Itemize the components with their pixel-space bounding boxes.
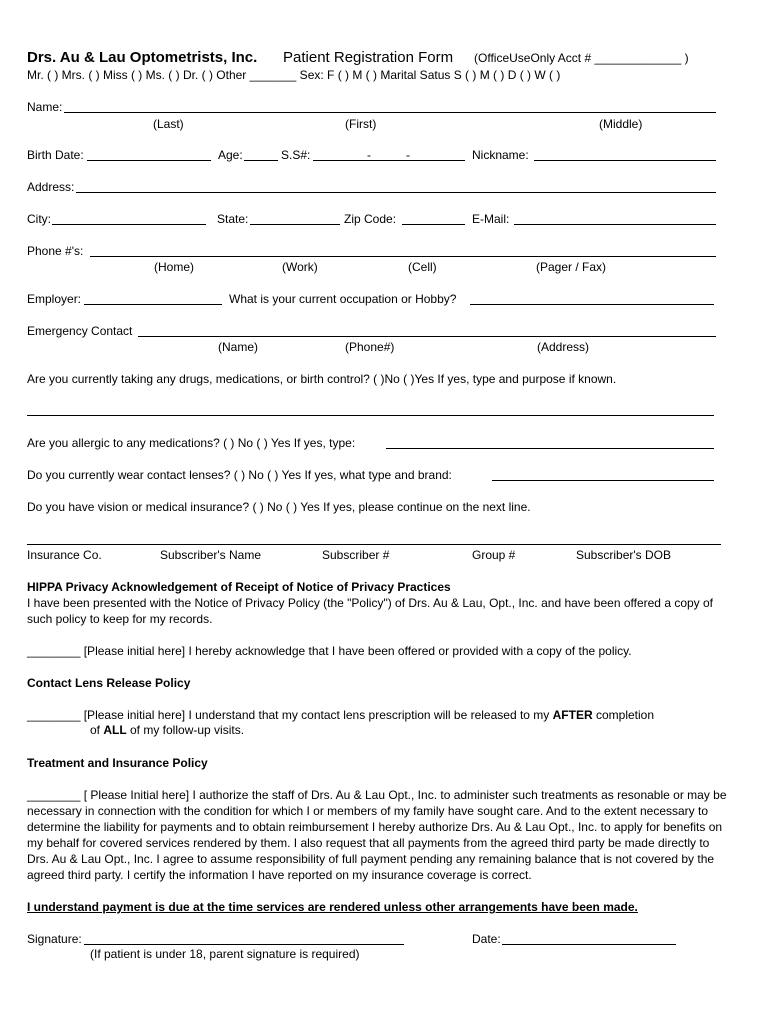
birth-date-field[interactable] — [87, 160, 211, 161]
occupation-field[interactable] — [470, 304, 714, 305]
drugs-answer-field[interactable] — [27, 415, 714, 416]
nickname-label: Nickname: — [472, 148, 529, 162]
emergency-label: Emergency Contact — [27, 324, 133, 338]
payment-statement: I understand payment is due at the time services are rendered unless other arrangements have been made. — [27, 900, 638, 914]
drugs-question[interactable]: Are you currently taking any drugs, medications, or birth control? ( )No ( )Yes If yes, type and purpose if known. — [27, 372, 617, 386]
allergic-question[interactable]: Are you allergic to any medications? ( ) No ( ) Yes If yes, type: — [27, 436, 356, 450]
birth-date-label: Birth Date: — [27, 148, 84, 162]
name-first-caption: (First) — [345, 117, 377, 131]
address-field[interactable] — [76, 192, 716, 193]
ssn-field[interactable] — [313, 160, 465, 161]
ssn-dash: - — [406, 148, 410, 162]
nickname-field[interactable] — [534, 160, 716, 161]
hippa-heading: HIPPA Privacy Acknowledgement of Receipt of Notice of Privacy Practices — [27, 580, 451, 594]
contact-lens-heading: Contact Lens Release Policy — [27, 676, 191, 690]
form-title: Patient Registration Form — [283, 49, 454, 66]
name-label: Name: — [27, 100, 63, 114]
phone-work-caption: (Work) — [282, 260, 318, 274]
company-name: Drs. Au & Lau Optometrists, Inc. — [27, 49, 258, 66]
phone-label: Phone #'s: — [27, 244, 84, 258]
allergic-answer-field[interactable] — [386, 448, 714, 449]
contact-lens-line-2 — [90, 723, 244, 737]
name-last-caption: (Last) — [153, 117, 184, 131]
contacts-question[interactable]: Do you currently wear contact lenses? ( ) No ( ) Yes If yes, what type and brand: — [27, 468, 452, 482]
contact-lens-text-c: of — [90, 723, 104, 737]
insurance-col-subscriber-number: Subscriber # — [322, 548, 390, 562]
name-field[interactable] — [64, 112, 716, 113]
insurance-col-company: Insurance Co. — [27, 548, 102, 562]
insurance-question[interactable]: Do you have vision or medical insurance? ( ) No ( ) Yes If yes, please continue on the next line. — [27, 500, 531, 514]
email-field[interactable] — [514, 224, 716, 225]
emergency-phone-caption: (Phone#) — [345, 340, 395, 354]
phone-field[interactable] — [90, 256, 716, 257]
occupation-label: What is your current occupation or Hobby? — [229, 292, 457, 306]
state-label: State: — [217, 212, 249, 226]
hippa-body: I have been presented with the Notice of Privacy Policy (the "Policy") of Drs. Au & Lau, Opt., Inc. and have been offered a copy of such policy to keep for my records. — [27, 596, 714, 626]
state-field[interactable] — [250, 224, 340, 225]
insurance-col-subscriber-dob: Subscriber's DOB — [576, 548, 671, 562]
emergency-field[interactable] — [138, 336, 716, 337]
contact-lens-initial-line[interactable] — [27, 708, 654, 722]
signature-label: Signature: — [27, 932, 82, 946]
zip-label: Zip Code: — [344, 212, 397, 226]
contact-lens-text-d: of my follow-up visits. — [126, 723, 245, 737]
date-field[interactable] — [502, 944, 676, 945]
email-label: E-Mail: — [472, 212, 510, 226]
age-label: Age: — [218, 148, 243, 162]
employer-field[interactable] — [84, 304, 222, 305]
employer-label: Employer: — [27, 292, 82, 306]
parent-signature-note: (If patient is under 18, parent signature is required) — [90, 947, 360, 961]
signature-field[interactable] — [84, 944, 404, 945]
date-label: Date: — [472, 932, 501, 946]
treatment-heading: Treatment and Insurance Policy — [27, 756, 208, 770]
phone-cell-caption: (Cell) — [408, 260, 437, 274]
insurance-col-subscriber-name: Subscriber's Name — [160, 548, 261, 562]
phone-home-caption: (Home) — [154, 260, 195, 274]
emergency-name-caption: (Name) — [218, 340, 259, 354]
city-label: City: — [27, 212, 51, 226]
title-sex-marital-line[interactable]: Mr. ( ) Mrs. ( ) Miss ( ) Ms. ( ) Dr. ( ) Other _______ Sex: F ( ) M ( ) Marital Satus S ( ) M ( ) D ( ) W ( ) — [27, 68, 561, 82]
ssn-label: S.S#: — [281, 148, 311, 162]
hippa-initial-line[interactable]: ________ [Please initial here] I hereby acknowledge that I have been offered or provided with a copy of the policy. — [27, 644, 632, 658]
city-field[interactable] — [52, 224, 206, 225]
treatment-body[interactable]: ________ [ Please Initial here] I authorize the staff of Drs. Au & Lau Opt., Inc. to administer such treatments as resonable or may be necessary in connection with the condition for which I or members of my family have sought care. And to the extent necessary to determine the liability for payments and to obtain reimbursement I hereby authorize Drs. Au & Lau Opt., Inc. to apply for benefits on my behalf for covered services rendered by them. I also request that all payments from the agreed third party be made directly to Drs. Au & Lau Opt., Inc. I agree to assume responsibility of full payment pending any remaining balance that is not covered by the agreed third party. I certify the information I have reported on my insurance coverage is correct. — [27, 788, 727, 882]
insurance-col-group-number: Group # — [472, 548, 516, 562]
all-emphasis: ALL — [103, 723, 127, 737]
contact-lens-text-b: completion — [592, 708, 655, 722]
insurance-info-field[interactable] — [27, 544, 721, 545]
zip-field[interactable] — [402, 224, 465, 225]
name-middle-caption: (Middle) — [599, 117, 643, 131]
address-label: Address: — [27, 180, 75, 194]
office-use-acct: (OfficeUseOnly Acct # _____________ ) — [474, 51, 689, 65]
after-emphasis: AFTER — [552, 708, 593, 722]
ssn-dash: - — [367, 148, 371, 162]
contacts-answer-field[interactable] — [492, 480, 714, 481]
contact-lens-text-a: ________ [Please initial here] I understand that my contact lens prescription will be released to my — [27, 708, 553, 722]
phone-pager-caption: (Pager / Fax) — [536, 260, 607, 274]
emergency-address-caption: (Address) — [537, 340, 590, 354]
age-field[interactable] — [244, 160, 278, 161]
